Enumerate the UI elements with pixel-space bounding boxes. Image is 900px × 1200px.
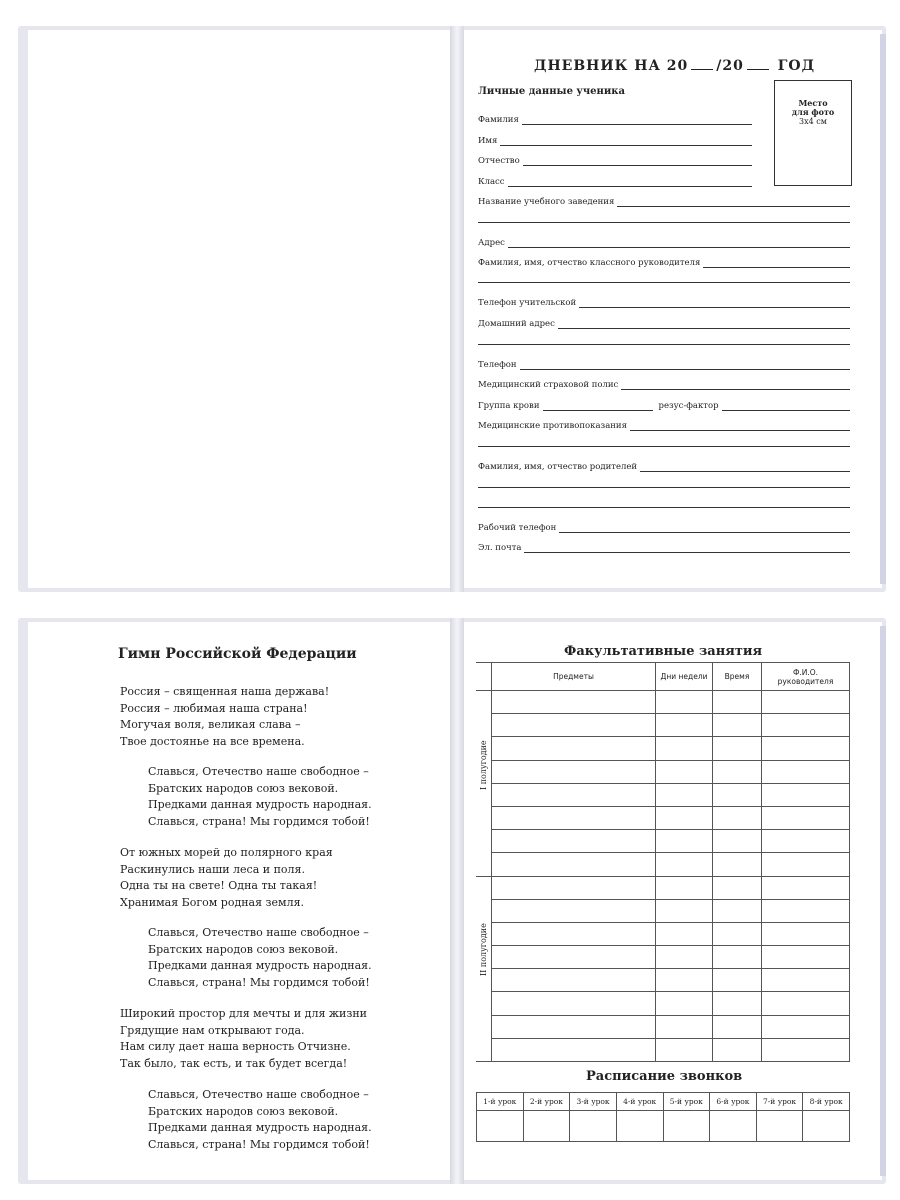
verse-line: Славься, Отечество наше свободное – (148, 765, 369, 778)
gutter (450, 26, 464, 592)
bell-time-cell[interactable] (570, 1111, 617, 1142)
verse-line: Раскинулись наши леса и поля. (120, 862, 305, 876)
table-cell[interactable] (762, 876, 850, 899)
field-label: Отчество (478, 156, 520, 166)
table-cell[interactable] (492, 922, 656, 945)
electives-table (476, 662, 850, 1062)
title-suffix: ГОД (777, 58, 816, 74)
header-days: Дни недели (656, 663, 713, 691)
table-cell[interactable] (656, 783, 713, 806)
bottom-spread (18, 618, 886, 1184)
field-line[interactable] (508, 178, 752, 187)
field-line[interactable] (579, 299, 850, 308)
field-line[interactable] (559, 524, 850, 533)
anthem-verse-2 (120, 845, 333, 911)
field-patronymic[interactable] (478, 156, 752, 166)
table-cell[interactable] (656, 714, 713, 737)
field-line[interactable] (523, 157, 752, 166)
field-label: Фамилия (478, 115, 519, 125)
field-line[interactable] (621, 381, 850, 390)
lesson-header: 6-й урок (710, 1093, 757, 1111)
table-cell[interactable] (492, 899, 656, 922)
field-line[interactable] (703, 259, 850, 268)
table-cell[interactable] (656, 876, 713, 899)
table-cell[interactable] (656, 922, 713, 945)
bell-time-cell[interactable] (523, 1111, 570, 1142)
field-parents[interactable] (478, 462, 850, 472)
table-cell[interactable] (762, 806, 850, 829)
table-cell[interactable] (713, 899, 762, 922)
header-teacher (762, 663, 850, 691)
table-cell[interactable] (492, 737, 656, 760)
table-cell[interactable] (713, 853, 762, 876)
table-cell[interactable] (492, 1015, 656, 1038)
field-contraindications[interactable] (478, 421, 850, 431)
field-line[interactable] (640, 463, 850, 472)
lesson-header: 8-й урок (803, 1093, 850, 1111)
blank-page (28, 30, 450, 588)
verse-line: Славься, страна! Мы гордимся тобой! (148, 814, 370, 828)
field-address[interactable] (478, 238, 850, 248)
verse-line: Так было, так есть, и так будет всегда! (120, 1056, 348, 1070)
gutter (450, 618, 464, 1184)
table-cell[interactable] (762, 830, 850, 853)
lesson-header: 1-й урок (477, 1093, 524, 1111)
table-cell[interactable] (762, 922, 850, 945)
table-cell[interactable] (762, 783, 850, 806)
verse-line: Широкий простор для мечты и для жизни (120, 1007, 367, 1020)
electives-page (464, 622, 882, 1180)
bell-time-cell[interactable] (756, 1111, 803, 1142)
field-name[interactable] (478, 136, 752, 146)
table-cell[interactable] (762, 992, 850, 1015)
field-email[interactable] (478, 543, 850, 553)
header-teacher-line: руководителя (777, 676, 834, 686)
header-teacher-line: Ф.И.О. (792, 667, 819, 677)
page-edge (880, 34, 886, 584)
verse-line: Могучая воля, великая слава – (120, 718, 301, 731)
field-label: Имя (478, 136, 498, 146)
header-time: Время (713, 663, 762, 691)
photo-box (774, 80, 852, 186)
verse-line: Славься, страна! Мы гордимся тобой! (148, 1137, 370, 1151)
half-year-2-cell (476, 876, 492, 1062)
table-cell[interactable] (713, 1038, 762, 1061)
table-cell[interactable] (656, 853, 713, 876)
table-cell[interactable] (713, 1015, 762, 1038)
blank-line[interactable] (478, 344, 850, 345)
anthem-chorus (148, 925, 372, 991)
verse-line: Россия – священная наша держава! (120, 685, 330, 698)
field-label: Группа крови (478, 401, 540, 411)
year-blank[interactable] (691, 69, 713, 70)
verse-line: Одна ты на свете! Одна ты такая! (120, 879, 318, 892)
table-cell[interactable] (762, 737, 850, 760)
field-label: Фамилия, имя, отчество классного руководителя (478, 258, 701, 268)
table-cell[interactable] (656, 760, 713, 783)
anthem-title: Гимн Российской Федерации (118, 646, 357, 662)
field-label: Название учебного заведения (478, 197, 615, 207)
table-cell[interactable] (656, 1015, 713, 1038)
table-cell[interactable] (492, 1038, 656, 1061)
table-cell[interactable] (656, 969, 713, 992)
anthem-verse-3 (120, 1006, 367, 1072)
title-prefix: ДНЕВНИК НА 20 (534, 58, 689, 74)
field-label: Рабочий телефон (478, 523, 557, 533)
field-line[interactable] (520, 361, 850, 370)
verse-line: Братских народов союз вековой. (148, 1104, 339, 1118)
table-cell[interactable] (656, 992, 713, 1015)
table-cell[interactable] (713, 760, 762, 783)
table-cell[interactable] (492, 714, 656, 737)
verse-line: Россия – любимая наша страна! (120, 701, 308, 715)
table-cell[interactable] (713, 876, 762, 899)
table-cell[interactable] (762, 899, 850, 922)
table-cell[interactable] (762, 714, 850, 737)
field-line[interactable] (522, 116, 752, 125)
photo-label: Место (798, 98, 828, 108)
verse-line: Грядущие нам открывают года. (120, 1023, 305, 1037)
half-year-1-cell (476, 691, 492, 877)
table-cell[interactable] (713, 783, 762, 806)
field-line[interactable] (508, 239, 850, 248)
table-cell[interactable] (492, 853, 656, 876)
table-cell[interactable] (762, 946, 850, 969)
bells-title: Расписание звонков (586, 1069, 743, 1084)
table-cell[interactable] (762, 691, 850, 714)
table-cell[interactable] (762, 760, 850, 783)
table-cell[interactable] (492, 806, 656, 829)
anthem-verse-1 (120, 684, 329, 750)
table-cell[interactable] (492, 783, 656, 806)
half-year-2-label: II полугодие (479, 922, 488, 976)
field-line[interactable] (630, 422, 850, 431)
bell-time-cell[interactable] (803, 1111, 850, 1142)
table-cell[interactable] (713, 691, 762, 714)
table-cell[interactable] (762, 969, 850, 992)
bell-time-cell[interactable] (663, 1111, 710, 1142)
verse-line: Славься, страна! Мы гордимся тобой! (148, 975, 370, 989)
table-cell[interactable] (762, 853, 850, 876)
lesson-header: 3-й урок (570, 1093, 617, 1111)
field-label: Адрес (478, 238, 505, 248)
table-cell[interactable] (492, 760, 656, 783)
section-title: Личные данные ученика (478, 86, 625, 97)
verse-line: Славься, Отечество наше свободное – (148, 1088, 369, 1101)
table-cell[interactable] (713, 737, 762, 760)
field-label: Телефон учительской (478, 298, 577, 308)
lesson-header: 2-й урок (523, 1093, 570, 1111)
title-mid: /20 (716, 58, 744, 74)
table-cell[interactable] (492, 691, 656, 714)
bell-time-cell[interactable] (710, 1111, 757, 1142)
electives-title: Факультативные занятия (564, 644, 763, 659)
field-blood[interactable] (478, 401, 850, 411)
field-phone[interactable] (478, 360, 850, 370)
photo-size: 3x4 см (799, 117, 827, 126)
field-line[interactable] (722, 402, 850, 411)
half-year-1-label: I полугодие (479, 740, 488, 791)
table-cell[interactable] (656, 691, 713, 714)
verse-line: От южных морей до полярного края (120, 846, 333, 859)
field-label: Класс (478, 177, 505, 187)
blank-line[interactable] (478, 282, 850, 283)
field-line[interactable] (543, 402, 653, 411)
table-cell[interactable] (656, 830, 713, 853)
page-edge (880, 626, 886, 1176)
table-cell[interactable] (762, 1038, 850, 1061)
field-school[interactable] (478, 197, 850, 207)
blank-line[interactable] (478, 222, 850, 223)
diary-title (534, 58, 815, 74)
verse-line: Предками данная мудрость народная. (148, 798, 372, 811)
table-cell[interactable] (492, 830, 656, 853)
year-blank[interactable] (747, 69, 769, 70)
field-label: Эл. почта (478, 543, 522, 553)
photo-label: для фото (791, 107, 835, 117)
lesson-header: 7-й урок (756, 1093, 803, 1111)
blank-line[interactable] (478, 446, 850, 447)
blank-line[interactable] (478, 487, 850, 488)
field-label: Медицинские противопоказания (478, 421, 627, 431)
verse-line: Предками данная мудрость народная. (148, 959, 372, 972)
field-label: Домашний адрес (478, 319, 555, 329)
blank-line[interactable] (478, 507, 850, 508)
field-line[interactable] (524, 544, 850, 553)
verse-line: Предками данная мудрость народная. (148, 1121, 372, 1134)
field-work-phone[interactable] (478, 523, 850, 533)
corner-cell (476, 663, 492, 691)
anthem-chorus (148, 1087, 372, 1153)
field-surname[interactable] (478, 115, 752, 125)
table-cell[interactable] (656, 737, 713, 760)
verse-line: Братских народов союз вековой. (148, 781, 339, 795)
verse-line: Славься, Отечество наше свободное – (148, 926, 369, 939)
table-cell[interactable] (492, 969, 656, 992)
table-cell[interactable] (656, 806, 713, 829)
table-cell[interactable] (656, 1038, 713, 1061)
field-line[interactable] (617, 198, 850, 207)
field-label: Фамилия, имя, отчество родителей (478, 462, 638, 472)
table-cell[interactable] (713, 830, 762, 853)
anthem-page (28, 622, 450, 1180)
lesson-header: 5-й урок (663, 1093, 710, 1111)
table-cell[interactable] (713, 946, 762, 969)
bell-time-cell[interactable] (477, 1111, 524, 1142)
table-cell[interactable] (713, 969, 762, 992)
table-cell[interactable] (492, 992, 656, 1015)
field-class[interactable] (478, 177, 752, 187)
table-cell[interactable] (762, 1015, 850, 1038)
bells-table (476, 1092, 850, 1142)
table-cell[interactable] (713, 806, 762, 829)
anthem-chorus (148, 764, 372, 830)
table-cell[interactable] (656, 899, 713, 922)
bell-time-cell[interactable] (616, 1111, 663, 1142)
verse-line: Твое достоянье на все времена. (120, 734, 305, 748)
table-cell[interactable] (492, 876, 656, 899)
personal-data-page (464, 30, 882, 588)
table-cell[interactable] (713, 714, 762, 737)
field-home-address[interactable] (478, 319, 850, 329)
header-subjects: Предметы (492, 663, 656, 691)
table-cell[interactable] (713, 922, 762, 945)
table-cell[interactable] (656, 946, 713, 969)
field-line[interactable] (558, 320, 850, 329)
table-cell[interactable] (713, 992, 762, 1015)
verse-line: Братских народов союз вековой. (148, 942, 339, 956)
lesson-header: 4-й урок (616, 1093, 663, 1111)
field-label: Медицинский страховой полис (478, 380, 619, 390)
verse-line: Нам силу дает наша верность Отчизне. (120, 1040, 351, 1053)
table-cell[interactable] (492, 946, 656, 969)
field-line[interactable] (500, 137, 752, 146)
field-insurance[interactable] (478, 380, 850, 390)
verse-line: Хранимая Богом родная земля. (120, 895, 305, 909)
top-spread (18, 26, 886, 592)
field-label: резус-фактор (658, 401, 719, 411)
field-teacher-phone[interactable] (478, 298, 850, 308)
field-class-teacher[interactable] (478, 258, 850, 268)
field-label: Телефон (478, 360, 517, 370)
